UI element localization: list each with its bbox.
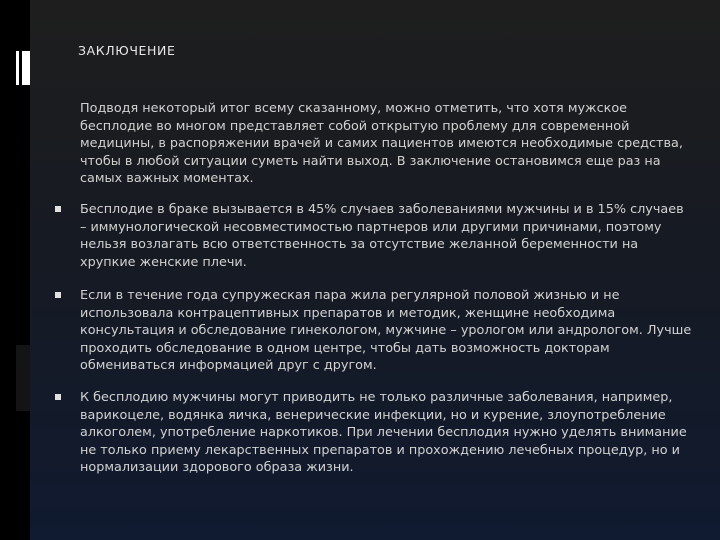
title-accent-bar-thick [22,51,30,85]
bullet-text: Бесплодие в браке вызывается в 45% случаев заболеваниями мужчины и в 15% случаев – иммунологической несовместимостью партнеров или другими причинами, поэтому нельзя возлагать всю ответственность за отсутствие желанной беременности на хрупкие женские плечи. [80,202,684,270]
bullet-item [80,287,692,375]
bullet-text: К бесплодию мужчины могут приводить не только различные заболевания, например, варикоцеле, водянка яичка, венерические инфекции, но и курение, злоупотребление алкоголем, употребление наркотиков. При лечении бесплодия нужно уделять внимание не только приему лекарственных препаратов и прохождению лечебных процедур, но и нормализации здорового образа жизни. [80,390,687,476]
square-bullet-icon [55,292,61,298]
side-accent-bar [16,345,30,411]
bullet-text: Если в течение года супружеская пара жила регулярной половой жизнью и не использовала контрацептивных препаратов и методик, женщине необходима консультация и обследование гинекологом, мужчине – урологом или андрологом. Лучше проходить обследование в одном центре, чтобы дать возможность докторам обмениваться информацией друг с другом. [80,288,692,374]
square-bullet-icon [55,206,61,212]
bullet-item [80,389,692,477]
bullet-item [80,201,692,271]
title-accent-bar-thin [16,51,19,85]
slide-title: ЗАКЛЮЧЕНИЕ [78,43,176,58]
intro-paragraph: Подводя некоторый итог всему сказанному, можно отметить, что хотя мужское бесплодие во многом представляет собой открытую проблему для современной медицины, в распоряжении врачей и самих пациентов имеются необходимые средства, чтобы в любой ситуации суметь найти выход. В заключение остановимся еще раз на самых важных моментах. [80,101,683,187]
square-bullet-icon [55,394,61,400]
